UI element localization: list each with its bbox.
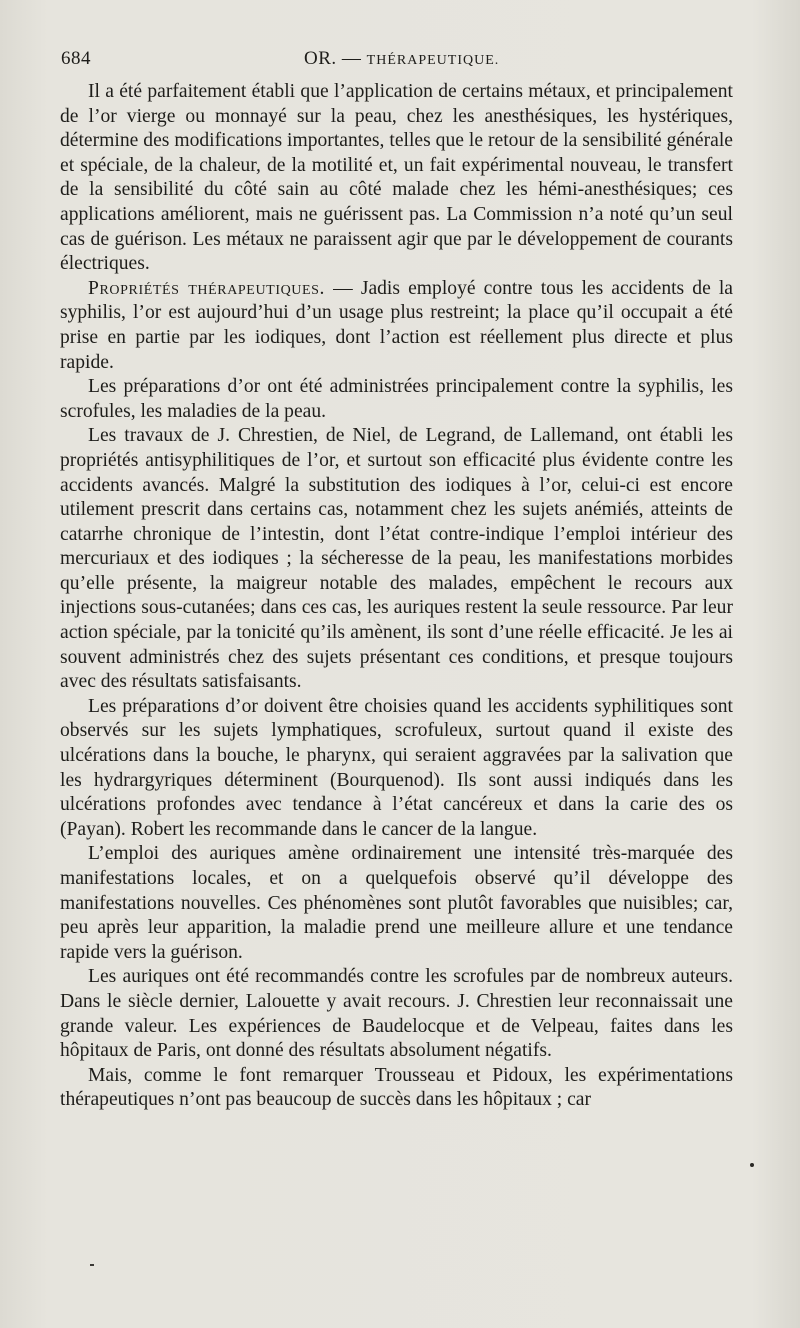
body-text bbox=[60, 80, 733, 1113]
section-heading: Propriétés thérapeutiques. bbox=[88, 277, 326, 299]
paragraph-trousseau-pidoux: Mais, comme le font remarquer Trousseau et Pidoux, les expérimentations thérapeutiques n’ont pas beaucoup de succès dans les hôpitaux ; car bbox=[60, 1064, 733, 1111]
paragraph-therapeutic-properties-text: — Jadis employé contre tous les accidents de la syphilis, l’or est aujourd’hui d’un usage plus restreint; la place qu’il occupait a été prise en partie par les iodiques, dont l’action est réellement plus directe et plus rapide. bbox=[60, 277, 733, 373]
paragraph-therapeutic-properties bbox=[60, 277, 733, 375]
paragraph-chrestien-works: Les travaux de J. Chrestien, de Niel, de Legrand, de Lallemand, ont établi les propriétés antisyphilitiques de l’or, et surtout son efficacité plus évidente contre les accidents avancés. Malgré la substitution des iodiques à l’or, celui-ci est encore utilement prescrit dans certains cas, notamment chez les sujets anémiés, atteints de catarrhe chronique de l’intestin, dont l’état contre-indique l’emploi intérieur des mercuriaux et des iodiques ; la sécheresse de la peau, les manifestations morbides qu’elle présente, la maigreur notable des malades, empêchent le recours aux injections sous-cutanées; dans ces cas, les auriques restent la seule ressource. Par leur action spéciale, par la tonicité qu’ils amènent, ils sont d’une réelle efficacité. Je les ai souvent administrés chez des sujets présentant ces conditions, et presque toujours avec des résultats satisfaisants. bbox=[60, 425, 733, 693]
paragraph-preparations: Les préparations d’or ont été administrées principalement contre la syphilis, les scrofules, les maladies de la peau. bbox=[60, 376, 733, 422]
paragraph-metal-application: Il a été parfaitement établi que l’application de certains métaux, et principalement de l’or vierge ou monnayé sur la peau, chez les anesthésiques, les hystériques, détermine des modifications importantes, telles que le retour de la sensibilité générale et spéciale, de la chaleur, de la motilité et, un fait expérimental nouveau, le transfert de la sensibilité du côté sain au côté malade chez les hémi-anesthésiques; ces applications améliorent, mais ne guérissent pas. La Commission n’a noté qu’un seul cas de guérison. Les métaux ne paraissent agir que par le développement de courants électriques. bbox=[60, 81, 733, 275]
page-number: 684 bbox=[61, 48, 91, 69]
running-title-main: OR. bbox=[304, 48, 337, 69]
running-title bbox=[304, 48, 499, 70]
margin-speck bbox=[750, 1163, 754, 1167]
page-header bbox=[61, 48, 730, 74]
running-title-sub: THÉRAPEUTIQUE. bbox=[366, 53, 500, 68]
paragraph-auriques-use: L’emploi des auriques amène ordinairement une intensité très-marquée des manifestations locales, et on a quelquefois observé qu’il développe des manifestations nouvelles. Ces phénomènes sont plutôt favorables que nuisibles; car, peu après leur apparition, la maladie prend une meilleure allure et une tendance rapide vers la guérison. bbox=[60, 843, 733, 963]
running-title-separator: — bbox=[336, 48, 367, 69]
paragraph-gold-preparations-choice: Les préparations d’or doivent être choisies quand les accidents syphilitiques sont observés sur les sujets lymphatiques, scrofuleux, surtout quand il existe des ulcérations dans la bouche, le pharynx, qui seraient aggravées par la salivation que les hydrargyriques déterminent (Bourquenod). Ils sont aussi indiqués dans les ulcérations profondes avec tendance à l’état cancéreux et dans la carie des os (Payan). Robert les recommande dans le cancer de la langue. bbox=[60, 695, 733, 840]
page-mark bbox=[90, 1264, 94, 1266]
paragraph-scrofules: Les auriques ont été recommandés contre les scrofules par de nombreux auteurs. Dans le siècle dernier, Lalouette y avait recours. J. Chrestien leur reconnaissait une grande valeur. Les expériences de Baudelocque et de Velpeau, faites dans les hôpitaux de Paris, ont donné des résultats absolument négatifs. bbox=[60, 966, 733, 1062]
